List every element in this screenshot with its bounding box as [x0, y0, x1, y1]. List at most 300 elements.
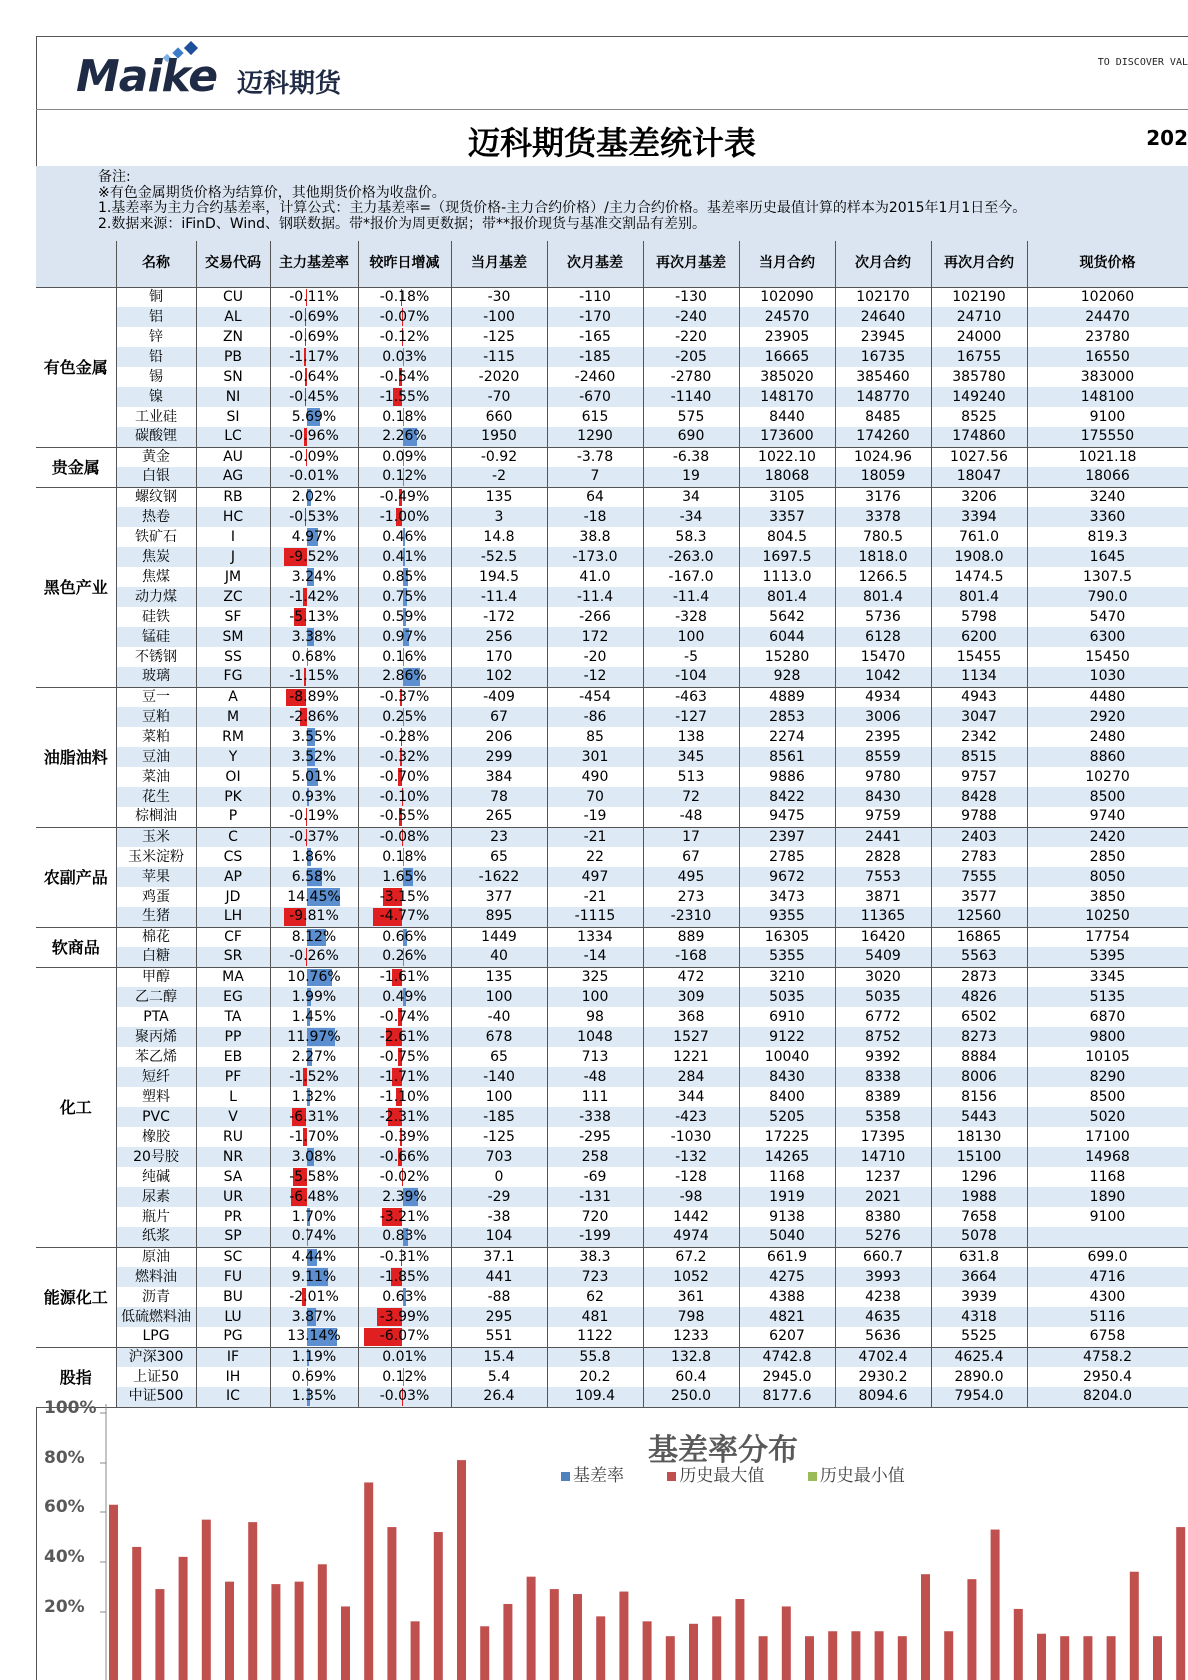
notes-block [36, 166, 1188, 241]
table-cell: 513 [643, 767, 739, 787]
table-cell: 18059 [835, 467, 931, 487]
table-cell: -172 [451, 607, 547, 627]
table-cell: 5636 [835, 1327, 931, 1347]
table-cell: 2783 [931, 847, 1027, 867]
cell-text: -1.17% [289, 348, 339, 365]
table-cell: 377 [451, 887, 547, 907]
table-row [36, 507, 1188, 527]
daily-change-cell [358, 367, 451, 387]
table-cell: 194.5 [451, 567, 547, 587]
table-cell: 5736 [835, 607, 931, 627]
table-row [36, 1067, 1188, 1087]
table-cell: 5035 [835, 987, 931, 1007]
max-bar [155, 1589, 164, 1680]
cell-text: 2.02% [291, 488, 337, 505]
table-row [36, 727, 1188, 747]
table-cell: -98 [643, 1187, 739, 1207]
table-cell: 801.4 [835, 587, 931, 607]
table-cell: 5116 [1027, 1307, 1188, 1327]
table-cell: 18130 [931, 1127, 1027, 1147]
category-cell: 有色金属 [36, 287, 116, 447]
table-row [36, 707, 1188, 727]
table-cell: 5409 [835, 947, 931, 967]
y-tick-label: 100% [44, 1398, 97, 1418]
basis-rate-cell [270, 1327, 358, 1347]
table-cell: 1334 [547, 927, 643, 947]
category-cell: 贵金属 [36, 447, 116, 487]
table-cell: 乙二醇 [116, 987, 196, 1007]
table-cell: -38 [451, 1207, 547, 1227]
table-cell: 1266.5 [835, 567, 931, 587]
table-cell: 1890 [1027, 1187, 1188, 1207]
cell-text: 5.69% [291, 408, 337, 425]
cell-text: -9.81% [289, 908, 339, 925]
table-cell: 9475 [739, 807, 835, 827]
table-cell: 8440 [739, 407, 835, 427]
table-cell: 24570 [739, 307, 835, 327]
table-cell: 490 [547, 767, 643, 787]
table-cell: 104 [451, 1227, 547, 1247]
table-row [36, 687, 1188, 707]
table-cell: -100 [451, 307, 547, 327]
table-cell: 4388 [739, 1287, 835, 1307]
table-cell: 690 [643, 427, 739, 447]
table-cell: PTA [116, 1007, 196, 1027]
table-row [36, 927, 1188, 947]
table-cell: 20号胶 [116, 1147, 196, 1167]
table-cell: 256 [451, 627, 547, 647]
table-cell: -5 [643, 647, 739, 667]
table-cell: -69 [547, 1167, 643, 1187]
table-cell: 纸浆 [116, 1227, 196, 1247]
cell-text: 3.55% [291, 728, 337, 745]
max-bar [1153, 1636, 1162, 1680]
cell-text: 4.97% [291, 528, 337, 545]
max-bar [434, 1532, 443, 1680]
header-cell: 名称 [116, 241, 196, 287]
basis-rate-cell [270, 967, 358, 987]
table-cell: -11.4 [643, 587, 739, 607]
table-cell: PG [196, 1327, 270, 1347]
max-bar [689, 1624, 698, 1680]
max-bar [387, 1527, 396, 1680]
table-cell: 8559 [835, 747, 931, 767]
cell-text: -0.12% [379, 328, 430, 345]
category-cell: 油脂油料 [36, 687, 116, 827]
cell-text: -0.53% [289, 508, 339, 525]
table-cell: 5563 [931, 947, 1027, 967]
cell-text: -0.28% [379, 728, 430, 745]
table-cell: EB [196, 1047, 270, 1067]
cell-text: -0.66% [379, 1148, 430, 1165]
table-cell: 3993 [835, 1267, 931, 1287]
y-tick-label: 40% [44, 1547, 85, 1567]
table-row [36, 627, 1188, 647]
table-cell: 34 [643, 487, 739, 507]
table-cell: -2310 [643, 907, 739, 927]
table-cell: 481 [547, 1307, 643, 1327]
table-cell: 豆一 [116, 687, 196, 707]
table-row [36, 1187, 1188, 1207]
table-cell: CS [196, 847, 270, 867]
cell-text: 4.44% [291, 1248, 337, 1265]
table-cell: 100 [547, 987, 643, 1007]
table-cell: 8006 [931, 1067, 1027, 1087]
table-cell: 173600 [739, 427, 835, 447]
table-cell: -165 [547, 327, 643, 347]
table-cell: 5040 [739, 1227, 835, 1247]
table-cell: 5355 [739, 947, 835, 967]
table-cell: 生猪 [116, 907, 196, 927]
basis-rate-cell [270, 1267, 358, 1287]
table-cell: 295 [451, 1307, 547, 1327]
table-cell: 3176 [835, 487, 931, 507]
table-cell: -11.4 [547, 587, 643, 607]
note-line: 备注: [98, 169, 131, 185]
table-cell: 8428 [931, 787, 1027, 807]
max-bar [225, 1582, 234, 1680]
table-cell: PVC [116, 1107, 196, 1127]
max-bar [364, 1482, 373, 1680]
table-cell: 玻璃 [116, 667, 196, 687]
basis-table [36, 241, 1188, 1408]
table-row [36, 1007, 1188, 1027]
table-cell: 67 [451, 707, 547, 727]
table-cell: 660.7 [835, 1247, 931, 1267]
table-cell: 5395 [1027, 947, 1188, 967]
daily-change-cell [358, 647, 451, 667]
table-cell: 8422 [739, 787, 835, 807]
header-cell: 当月合约 [739, 241, 835, 287]
table-cell: 1818.0 [835, 547, 931, 567]
cell-text: -1.55% [379, 388, 430, 405]
cell-text: -6.07% [379, 1328, 430, 1345]
cell-text: 0.83% [382, 1228, 427, 1245]
max-bar [619, 1592, 628, 1680]
table-cell: LC [196, 427, 270, 447]
table-cell: OI [196, 767, 270, 787]
table-cell: -1622 [451, 867, 547, 887]
table-cell: 4821 [739, 1307, 835, 1327]
table-cell: 149240 [931, 387, 1027, 407]
table-row [36, 607, 1188, 627]
table-cell: 17225 [739, 1127, 835, 1147]
table-cell: 4275 [739, 1267, 835, 1287]
table-cell: 16420 [835, 927, 931, 947]
table-cell: 菜油 [116, 767, 196, 787]
table-cell: 1021.18 [1027, 447, 1188, 467]
table-cell: 9355 [739, 907, 835, 927]
max-bar [1014, 1609, 1023, 1680]
daily-change-cell [358, 487, 451, 507]
table-cell: 70 [547, 787, 643, 807]
table-cell: 锡 [116, 367, 196, 387]
table-cell: 258 [547, 1147, 643, 1167]
cell-text: 11.97% [287, 1028, 341, 1045]
cell-text: 0.09% [382, 448, 427, 465]
table-cell: 206 [451, 727, 547, 747]
basis-rate-cell [270, 887, 358, 907]
table-cell: -48 [643, 807, 739, 827]
cell-text: 0.49% [382, 988, 427, 1005]
table-cell: 纯碱 [116, 1167, 196, 1187]
cell-text: 3.24% [291, 568, 337, 585]
table-row [36, 1247, 1188, 1267]
table-cell: 660 [451, 407, 547, 427]
table-cell: 螺纹钢 [116, 487, 196, 507]
note-line: 2.数据来源：iFinD、Wind、钢联数据。带*报价为周更数据；带**报价现货与基准交割品有差别。 [98, 215, 707, 232]
table-cell: 72 [643, 787, 739, 807]
table-cell: 5035 [739, 987, 835, 1007]
table-cell: -454 [547, 687, 643, 707]
table-cell: 8204.0 [1027, 1387, 1188, 1407]
cell-text: 3.38% [291, 628, 337, 645]
table-cell: 低硫燃料油 [116, 1307, 196, 1327]
cell-text: -4.77% [379, 908, 430, 925]
table-cell: 9138 [739, 1207, 835, 1227]
cell-text: -0.11% [289, 288, 339, 305]
table-cell: 1307.5 [1027, 567, 1188, 587]
table-row [36, 1047, 1188, 1067]
basis-rate-cell [270, 1127, 358, 1147]
table-cell: 焦煤 [116, 567, 196, 587]
max-bar [527, 1577, 536, 1680]
table-cell: 豆油 [116, 747, 196, 767]
table-cell: 1022.10 [739, 447, 835, 467]
table-cell: 2480 [1027, 727, 1188, 747]
table-row [36, 387, 1188, 407]
table-cell: 8430 [739, 1067, 835, 1087]
table-cell: 9100 [1027, 1207, 1188, 1227]
table-cell: RU [196, 1127, 270, 1147]
daily-change-cell [358, 1067, 451, 1087]
daily-change-cell [358, 847, 451, 867]
table-cell: 14968 [1027, 1147, 1188, 1167]
table-cell: 5078 [931, 1227, 1027, 1247]
cell-text: -0.18% [379, 288, 430, 305]
table-cell: PP [196, 1027, 270, 1047]
basis-rate-cell [270, 1247, 358, 1267]
table-cell: SP [196, 1227, 270, 1247]
table-cell: -18 [547, 507, 643, 527]
y-tick-label: 60% [44, 1497, 85, 1517]
table-cell: SA [196, 1167, 270, 1187]
table-cell: LPG [116, 1327, 196, 1347]
table-cell: -2 [451, 467, 547, 487]
cell-text: 1.35% [291, 1388, 337, 1405]
daily-change-cell [358, 1147, 451, 1167]
daily-change-cell [358, 987, 451, 1007]
table-cell: 不锈钢 [116, 647, 196, 667]
cell-text: 9.11% [291, 1268, 337, 1285]
table-cell: 甲醇 [116, 967, 196, 987]
table-cell: 9788 [931, 807, 1027, 827]
table-cell: 65 [451, 1047, 547, 1067]
max-bar [782, 1606, 791, 1680]
table-cell: 1296 [931, 1167, 1027, 1187]
table-row [36, 487, 1188, 507]
table-row [36, 827, 1188, 847]
table-row [36, 807, 1188, 827]
daily-change-cell [358, 407, 451, 427]
table-cell: 尿素 [116, 1187, 196, 1207]
cell-text: 5.01% [291, 768, 337, 785]
table-cell: 8380 [835, 1207, 931, 1227]
table-cell: 801.4 [739, 587, 835, 607]
table-cell: 631.8 [931, 1247, 1027, 1267]
daily-change-cell [358, 627, 451, 647]
daily-change-cell [358, 1267, 451, 1287]
table-cell: 2785 [739, 847, 835, 867]
table-cell: 78 [451, 787, 547, 807]
table-row [36, 767, 1188, 787]
cell-text: 0.12% [382, 1368, 427, 1385]
table-cell: 284 [643, 1067, 739, 1087]
table-cell: 锰硅 [116, 627, 196, 647]
cell-text: -0.55% [379, 808, 430, 825]
table-cell: 102190 [931, 287, 1027, 307]
table-cell: 40 [451, 947, 547, 967]
cell-text: -1.85% [379, 1268, 430, 1285]
table-cell: 2420 [1027, 827, 1188, 847]
table-cell: 41.0 [547, 567, 643, 587]
table-cell: 3664 [931, 1267, 1027, 1287]
max-bar [132, 1547, 141, 1680]
basis-rate-cell [270, 587, 358, 607]
table-cell: 37.1 [451, 1247, 547, 1267]
table-cell: 铅 [116, 347, 196, 367]
table-row [36, 1027, 1188, 1047]
table-cell: 9757 [931, 767, 1027, 787]
basis-rate-cell [270, 1287, 358, 1307]
header-cell: 较昨日增减 [358, 241, 451, 287]
table-cell: 8050 [1027, 867, 1188, 887]
daily-change-cell [358, 1207, 451, 1227]
table-cell: 4716 [1027, 1267, 1188, 1287]
table-cell: 895 [451, 907, 547, 927]
basis-rate-cell [270, 367, 358, 387]
table-row [36, 1287, 1188, 1307]
table-cell: -220 [643, 327, 739, 347]
table-cell: 工业硅 [116, 407, 196, 427]
table-cell: 1474.5 [931, 567, 1027, 587]
daily-change-cell [358, 587, 451, 607]
table-cell: 铜 [116, 287, 196, 307]
table-cell: 玉米 [116, 827, 196, 847]
daily-change-cell [358, 907, 451, 927]
table-row [36, 967, 1188, 987]
daily-change-cell [358, 387, 451, 407]
max-bar [596, 1616, 605, 1680]
basis-rate-cell [270, 827, 358, 847]
table-row [36, 1347, 1188, 1367]
cell-text: -3.15% [379, 888, 430, 905]
max-bar [1107, 1636, 1116, 1680]
table-row [36, 1227, 1188, 1247]
table-cell: 2945.0 [739, 1367, 835, 1387]
table-cell: SI [196, 407, 270, 427]
cell-text: -6.31% [289, 1108, 339, 1125]
basis-rate-cell [270, 547, 358, 567]
cell-text: 2.86% [382, 668, 427, 685]
table-cell: SM [196, 627, 270, 647]
daily-change-cell [358, 467, 451, 487]
table-cell: 8430 [835, 787, 931, 807]
daily-change-cell [358, 887, 451, 907]
table-cell: -88 [451, 1287, 547, 1307]
table-cell: 780.5 [835, 527, 931, 547]
max-bar [712, 1616, 721, 1680]
table-row [36, 1267, 1188, 1287]
category-cell: 软商品 [36, 927, 116, 967]
daily-change-cell [358, 707, 451, 727]
basis-rate-cell [270, 1107, 358, 1127]
table-cell: 2890.0 [931, 1367, 1027, 1387]
table-cell: 3357 [739, 507, 835, 527]
table-cell: -48 [547, 1067, 643, 1087]
daily-change-cell [358, 1247, 451, 1267]
table-cell: 761.0 [931, 527, 1027, 547]
table-cell: 8500 [1027, 787, 1188, 807]
table-row [36, 1087, 1188, 1107]
cell-text: 2.27% [291, 1048, 337, 1065]
table-cell: Y [196, 747, 270, 767]
table-cell: 4889 [739, 687, 835, 707]
table-cell: 3850 [1027, 887, 1188, 907]
cell-text: -0.19% [289, 808, 339, 825]
table-cell: 2850 [1027, 847, 1188, 867]
table-cell: -6.38 [643, 447, 739, 467]
basis-rate-cell [270, 607, 358, 627]
table-cell: 燃料油 [116, 1267, 196, 1287]
cell-text: 0.41% [382, 548, 427, 565]
max-bar [921, 1574, 930, 1680]
max-bar [341, 1606, 350, 1680]
table-cell: 6200 [931, 627, 1027, 647]
cell-text: 13.14% [287, 1328, 341, 1345]
table-cell: 花生 [116, 787, 196, 807]
table-cell: 100 [643, 627, 739, 647]
cell-text: -1.42% [289, 588, 339, 605]
table-cell: 38.3 [547, 1247, 643, 1267]
table-cell: 8500 [1027, 1087, 1188, 1107]
table-cell: -328 [643, 607, 739, 627]
max-bar [828, 1631, 837, 1680]
page-title: 迈科期货基差统计表 [467, 124, 756, 162]
table-cell: 819.3 [1027, 527, 1188, 547]
table-cell: 790.0 [1027, 587, 1188, 607]
table-cell: 聚丙烯 [116, 1027, 196, 1047]
table-cell: 1024.96 [835, 447, 931, 467]
table-cell: 16665 [739, 347, 835, 367]
table-cell: 4974 [643, 1227, 739, 1247]
table-row [36, 307, 1188, 327]
table-cell: EG [196, 987, 270, 1007]
cell-text: -1.52% [289, 1068, 339, 1085]
cell-text: 1.19% [291, 1348, 337, 1365]
table-cell: -128 [643, 1167, 739, 1187]
max-bar [202, 1520, 211, 1680]
max-bar [248, 1522, 257, 1680]
table-cell: LH [196, 907, 270, 927]
table-cell: J [196, 547, 270, 567]
daily-change-cell [358, 1307, 451, 1327]
table-cell: 18066 [1027, 467, 1188, 487]
max-bar [573, 1594, 582, 1680]
basis-rate-cell [270, 647, 358, 667]
header-cell: 主力基差率 [270, 241, 358, 287]
table-cell: 138 [643, 727, 739, 747]
